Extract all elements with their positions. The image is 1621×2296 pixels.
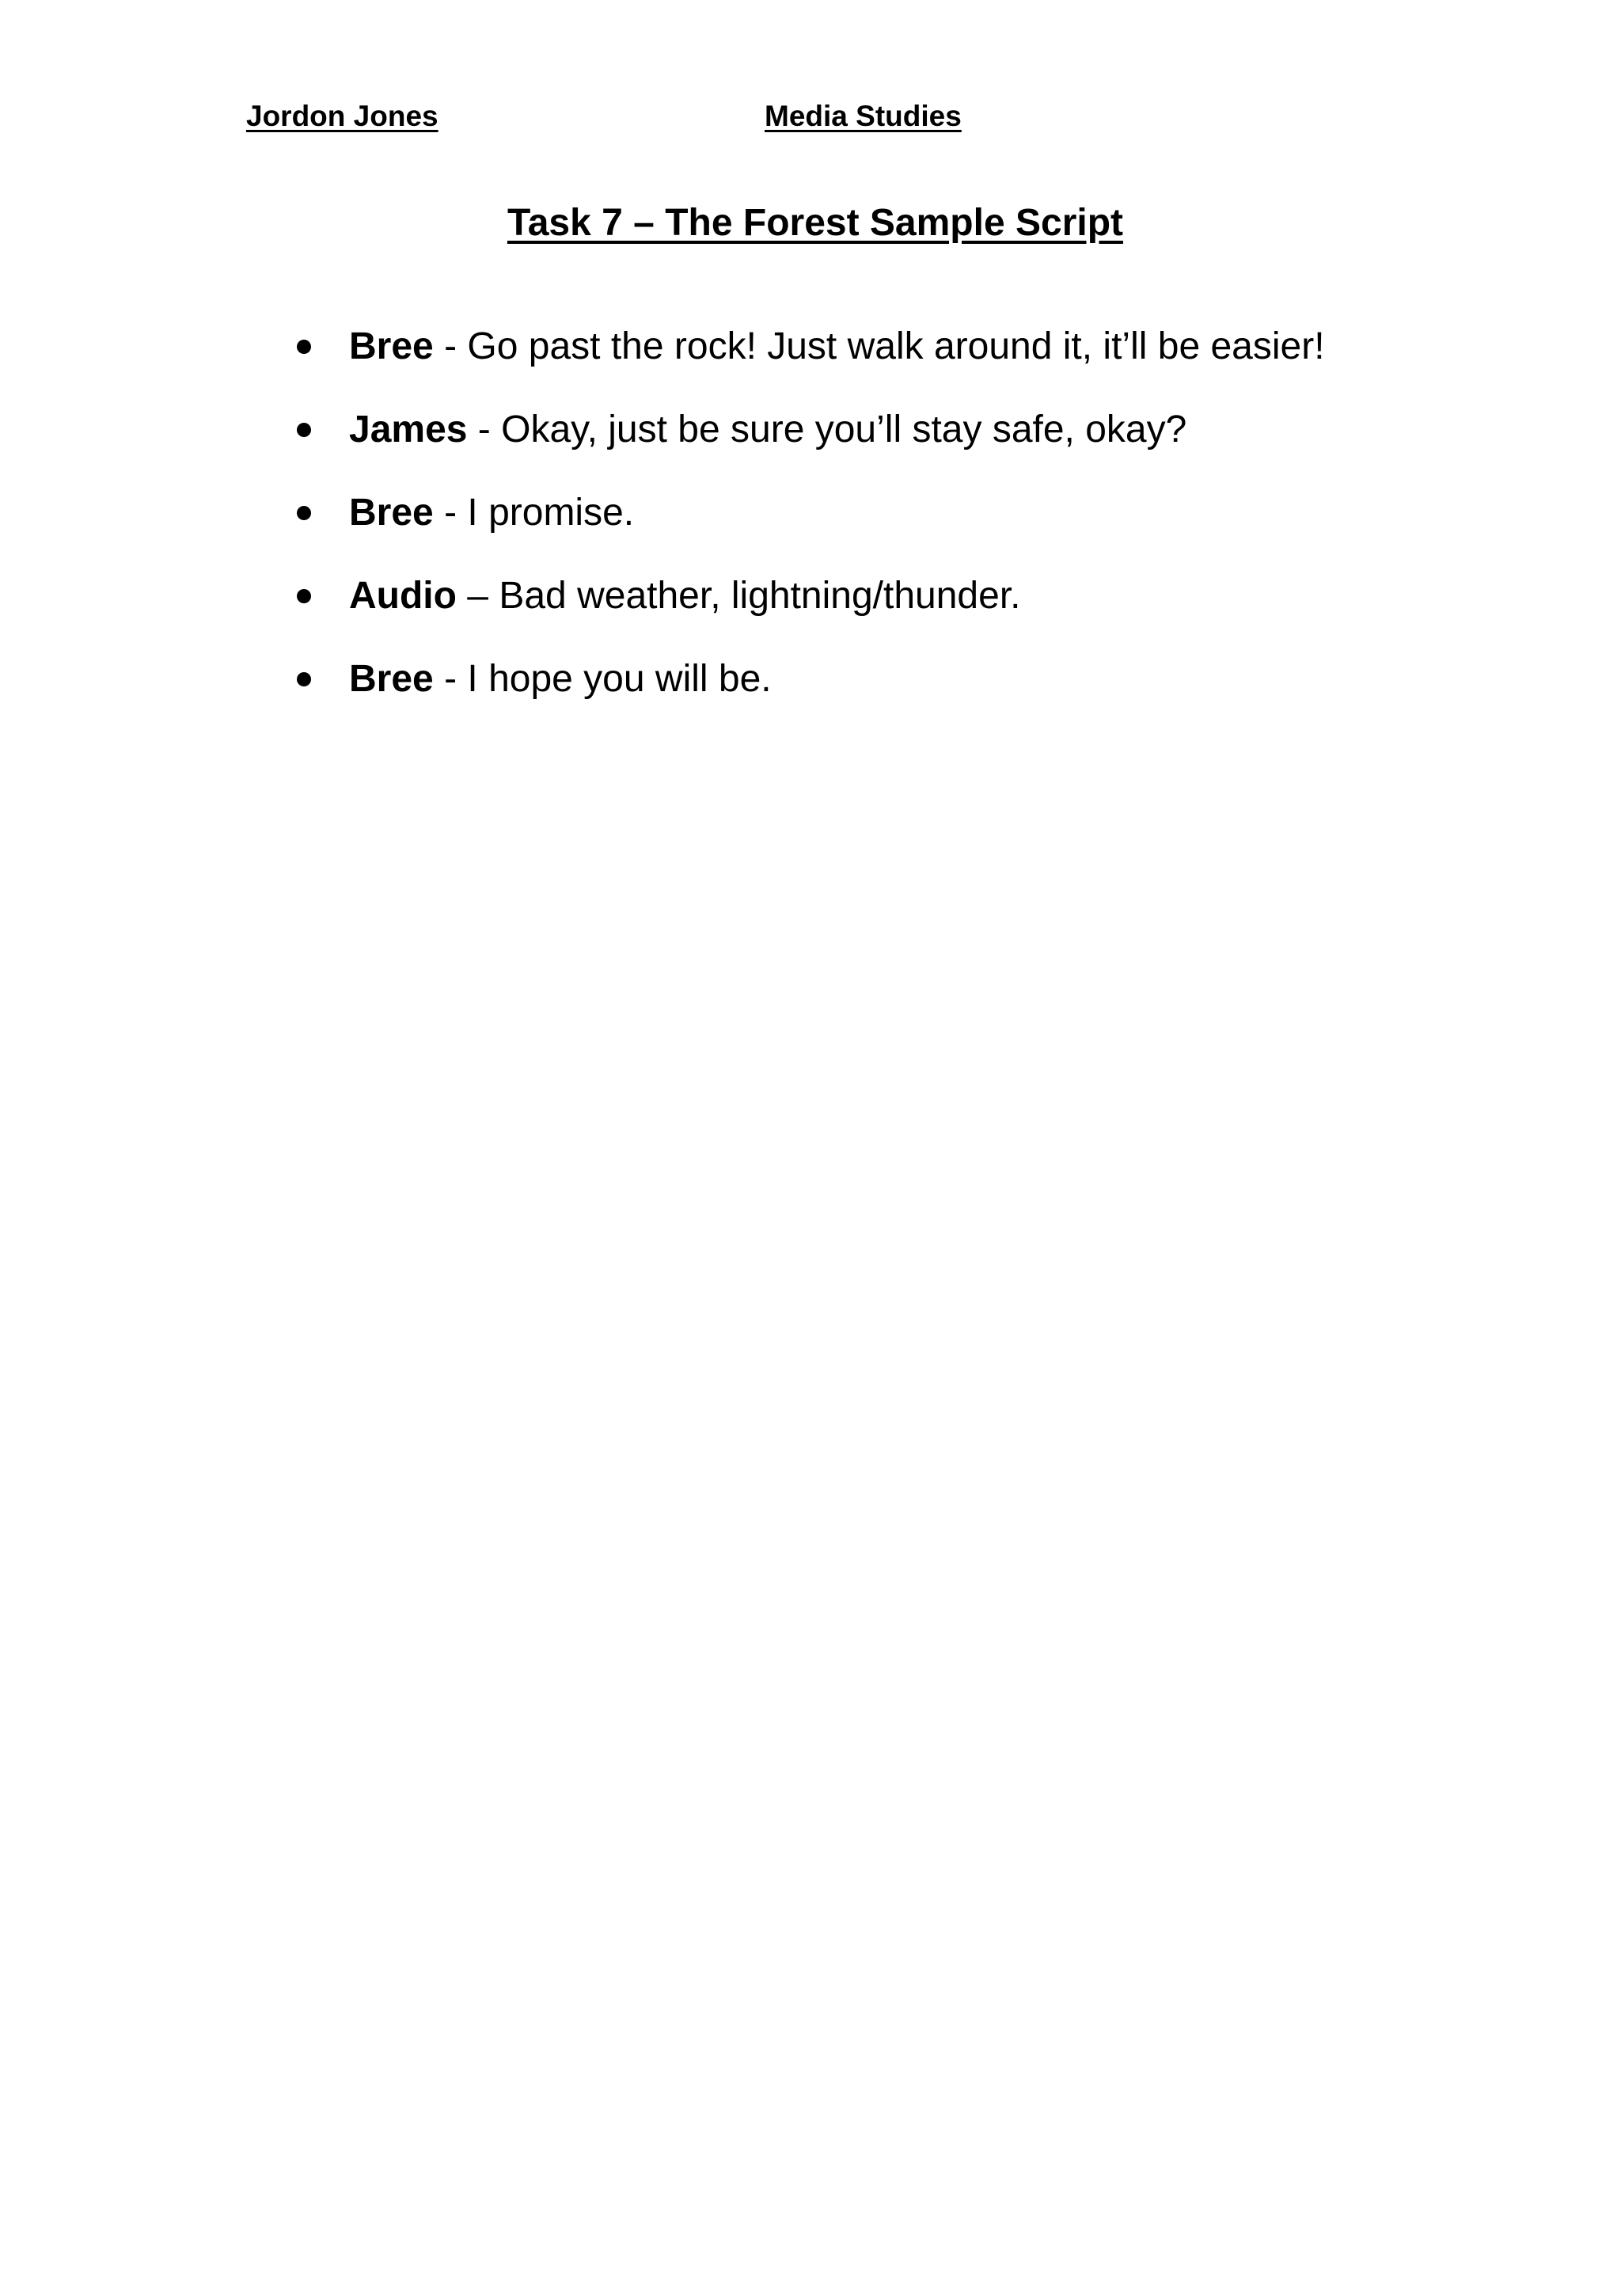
speaker-name: Bree	[349, 325, 434, 367]
script-line	[297, 637, 1579, 720]
script-list	[297, 305, 1579, 720]
speaker-name: Audio	[349, 575, 457, 617]
speaker-name: James	[349, 409, 468, 450]
line-text: - Okay, just be sure you’ll stay safe, okay?	[467, 409, 1187, 450]
bullet-icon	[297, 340, 311, 354]
bullet-icon	[297, 506, 311, 520]
speaker-name: Bree	[349, 658, 434, 700]
line-text: - Go past the rock! Just walk around it, it’ll be easier!	[433, 325, 1325, 367]
line-text: – Bad weather, lightning/thunder.	[456, 575, 1021, 617]
bullet-icon	[297, 589, 311, 603]
bullet-icon	[297, 423, 311, 437]
script-line	[297, 554, 1579, 637]
script-line	[297, 388, 1579, 471]
line-text: - I promise.	[433, 492, 635, 534]
line-text: - I hope you will be.	[433, 658, 772, 700]
script-line	[297, 471, 1579, 554]
script-line	[297, 305, 1579, 388]
author-name: Jordon Jones	[246, 100, 438, 132]
speaker-name: Bree	[349, 492, 434, 534]
bullet-icon	[297, 672, 311, 686]
subject-name: Media Studies	[765, 100, 962, 132]
page-title: Task 7 – The Forest Sample Script	[507, 202, 1124, 244]
